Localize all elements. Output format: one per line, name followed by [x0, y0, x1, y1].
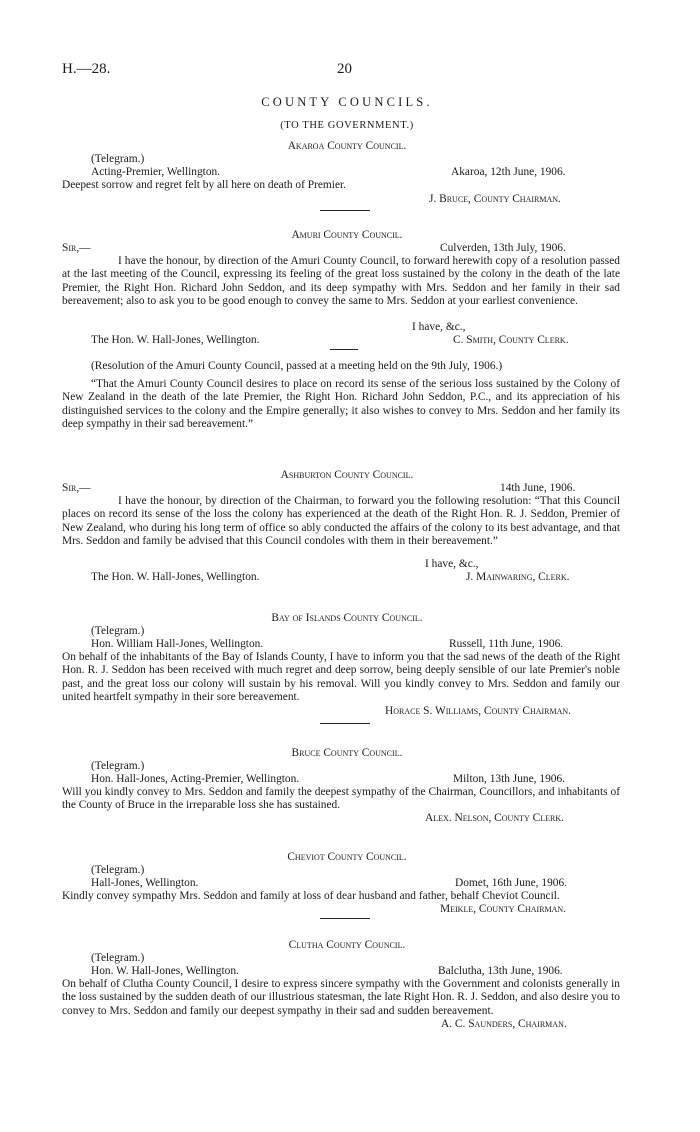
akaroa-telegram: (Telegram.): [91, 153, 145, 165]
ashburton-addressee: The Hon. W. Hall-Jones, Wellington.: [91, 571, 260, 583]
page-number: 20: [337, 61, 352, 77]
clutha-telegram: (Telegram.): [91, 952, 145, 964]
ashburton-signature: J. Mainwaring, Clerk.: [466, 571, 570, 583]
amuri-resolution-intro: (Resolution of the Amuri County Council, passed at a meeting held on the 9th July, 1906.): [91, 360, 503, 372]
bay-of-islands-signature: Horace S. Williams, County Chairman.: [385, 705, 572, 717]
page-title: COUNTY COUNCILS.: [261, 95, 433, 109]
clutha-signature: A. C. Saunders, Chairman.: [441, 1018, 567, 1030]
amuri-heading: Amuri County Council.: [291, 229, 403, 241]
bay-of-islands-place-date: Russell, 11th June, 1906.: [449, 638, 564, 650]
amuri-body: I have the honour, by direction of the Amuri County Council, to forward herewith copy of a resolution passed at the last meeting of the Council, expressing its feeling of the great loss sustained by the colony in the death of the late Premier, the Right Hon. Richard John Seddon, and its deep sympathy with Mrs. Seddon and her family in their sad bereavement; also to ask you to be good enough to convey the same to Mrs. Seddon at your earliest convenience.: [62, 255, 620, 308]
doc-reference: H.—28.: [62, 61, 111, 77]
ashburton-heading: Ashburton County Council.: [280, 469, 414, 481]
amuri-closing: I have, &c.,: [412, 321, 466, 333]
bay-of-islands-heading: Bay of Islands County Council.: [271, 612, 423, 624]
clutha-addressee: Hon. W. Hall-Jones, Wellington.: [91, 965, 239, 977]
ashburton-closing: I have, &c.,: [425, 558, 479, 570]
clutha-body: On behalf of Clutha County Council, I desire to express sincere sympathy with the Government and colonists generally in the loss sustained by the sudden death of our illustrious statesman, the late Right Hon. R. J. Seddon, and also desire you to convey to Mrs. Seddon and family our deepest sympathy in their sad and sudden bereavement.: [62, 978, 620, 1017]
cheviot-addressee: Hall-Jones, Wellington.: [91, 877, 199, 889]
cheviot-signature: Meikle, County Chairman.: [440, 903, 567, 915]
section-divider: [320, 723, 370, 724]
cheviot-place-date: Domet, 16th June, 1906.: [455, 877, 567, 889]
section-divider: [320, 210, 370, 211]
akaroa-addressee: Acting-Premier, Wellington.: [91, 166, 221, 178]
akaroa-place-date: Akaroa, 12th June, 1906.: [451, 166, 566, 178]
akaroa-body: Deepest sorrow and regret felt by all here on death of Premier.: [62, 179, 347, 191]
cheviot-telegram: (Telegram.): [91, 864, 145, 876]
bay-of-islands-body: On behalf of the inhabitants of the Bay of Islands County, I have to inform you that the sad news of the death of the Right Hon. R. J. Seddon has been received with much regret and deep sorrow, being deeply sensible of our late Premier's noble past, and the great loss our colony will sustain by his removal. Will you kindly convey to Mrs. Seddon and family our united heartfelt sympathy in their sore bereavement.: [62, 651, 620, 704]
ashburton-date: 14th June, 1906.: [500, 482, 576, 494]
amuri-addressee: The Hon. W. Hall-Jones, Wellington.: [91, 334, 260, 346]
bruce-place-date: Milton, 13th June, 1906.: [453, 773, 566, 785]
amuri-resolution: “That the Amuri County Council desires to place on record its sense of the serious loss sustained by the Colony of New Zealand in the death of the late Premier, the Right Hon. Richard John Seddon, P.C., and its appreciation of his distinguished services to the colony and the Empire generally; it also wishes to convey to Mrs. Seddon and her family its deep sympathy in their sad bereavement.”: [62, 378, 620, 431]
ashburton-body: I have the honour, by direction of the Chairman, to forward you the following resolution: “That this Council places on record its sense of the loss the colony has experienced at the death of the Right Hon. R. J. Seddon, Premier of New Zealand, who during his long term of office so ably conducted the affairs of the colony to its best advantage, and that Mrs. Seddon and family be advised that this Council condoles with them in their bereavement.”: [62, 495, 620, 548]
bruce-addressee: Hon. Hall-Jones, Acting-Premier, Wellington.: [91, 773, 300, 785]
akaroa-signature: J. Bruce, County Chairman.: [429, 193, 561, 205]
bruce-signature: Alex. Nelson, County Clerk.: [425, 812, 564, 824]
bruce-body: Will you kindly convey to Mrs. Seddon and family the deepest sympathy of the Chairman, Councillors, and inhabitants of the County of Bruce in the irreparable loss she has sustained.: [62, 786, 620, 812]
section-divider: [330, 349, 358, 350]
bruce-telegram: (Telegram.): [91, 760, 145, 772]
bay-of-islands-telegram: (Telegram.): [91, 625, 145, 637]
amuri-signature: C. Smith, County Clerk.: [453, 334, 569, 346]
bay-of-islands-addressee: Hon. William Hall-Jones, Wellington.: [91, 638, 264, 650]
ashburton-salutation: Sir,—: [62, 482, 91, 494]
akaroa-heading: Akaroa County Council.: [287, 140, 407, 152]
page-subtitle: (TO THE GOVERNMENT.): [280, 120, 414, 131]
amuri-place-date: Culverden, 13th July, 1906.: [440, 242, 566, 254]
cheviot-heading: Cheviot County Council.: [287, 851, 407, 863]
clutha-place-date: Balclutha, 13th June, 1906.: [438, 965, 563, 977]
amuri-salutation: Sir,—: [62, 242, 91, 254]
section-divider: [320, 918, 370, 919]
cheviot-body: Kindly convey sympathy Mrs. Seddon and family at loss of dear husband and father, behalf Cheviot Council.: [62, 890, 560, 902]
clutha-heading: Clutha County Council.: [288, 939, 406, 951]
bruce-heading: Bruce County Council.: [291, 747, 403, 759]
